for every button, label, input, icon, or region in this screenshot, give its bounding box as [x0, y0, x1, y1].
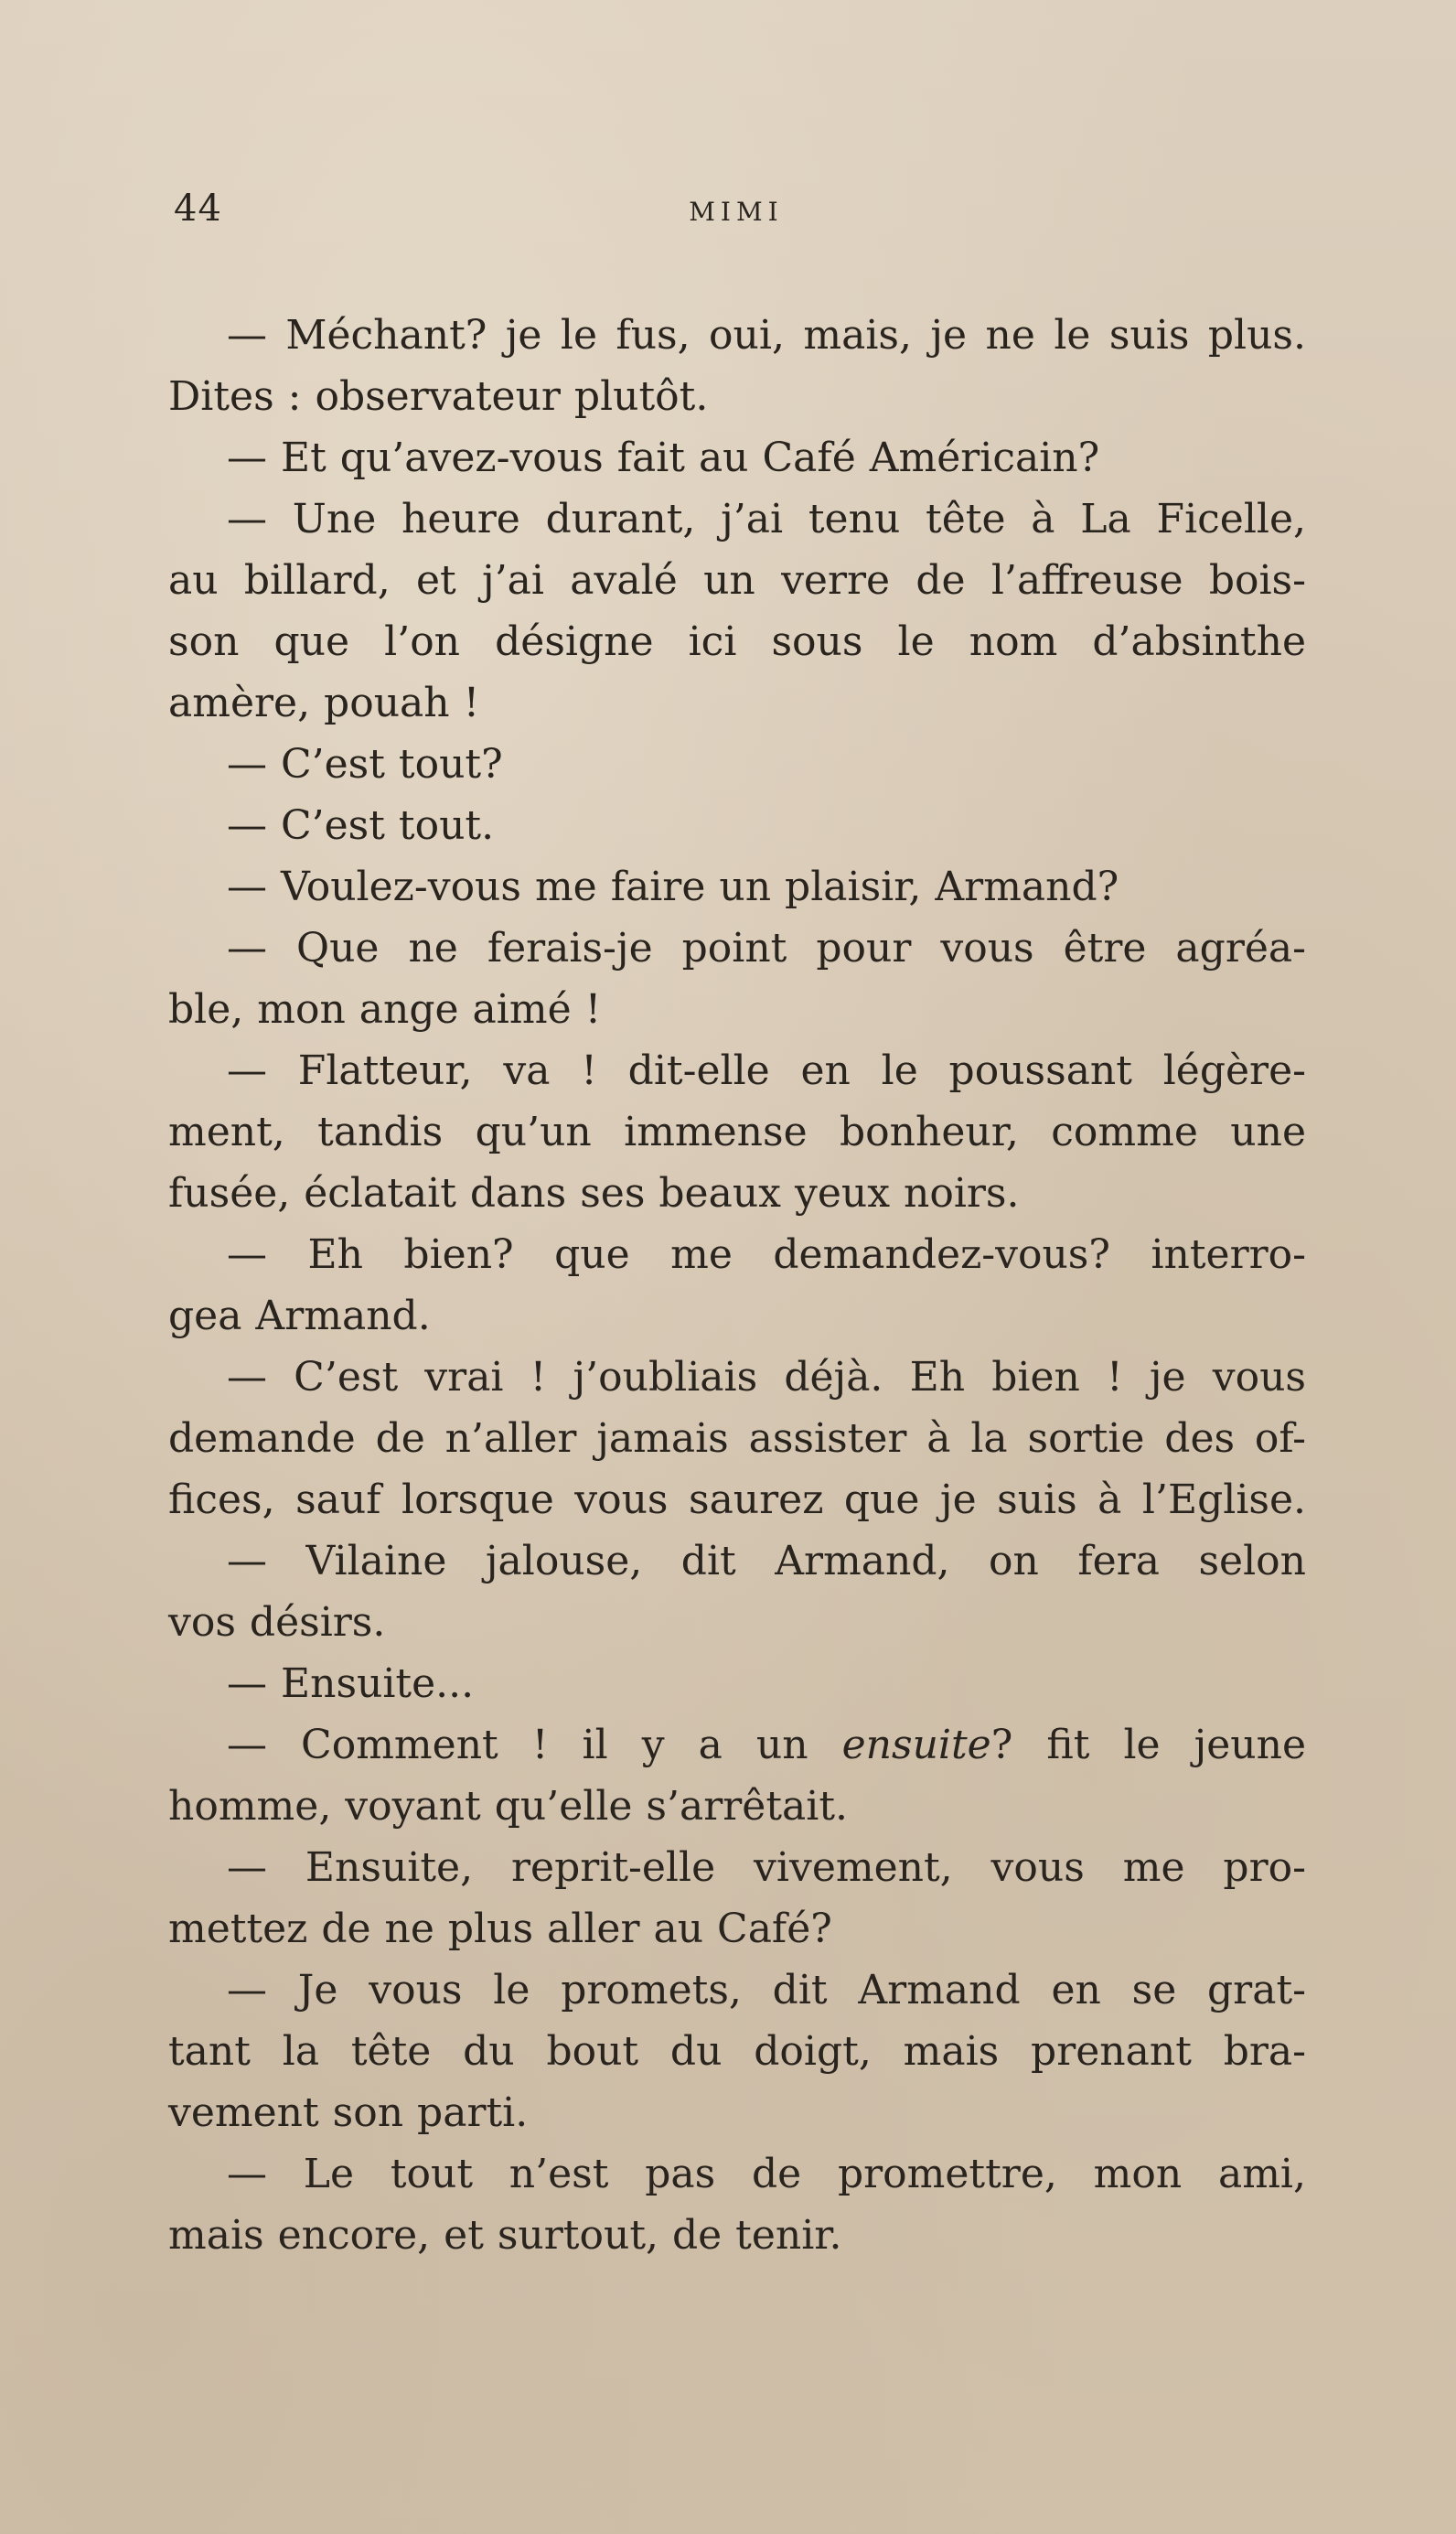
text-line: [168, 1776, 1306, 1837]
text-line: [168, 1163, 1306, 1224]
text-line: [168, 672, 1306, 734]
text-line: [168, 856, 1306, 918]
text-segment: mettez de ne plus aller au Café?: [168, 1906, 832, 1952]
text-segment: amère, pouah !: [168, 680, 480, 726]
text-line: [168, 1101, 1306, 1163]
text-line: [168, 1837, 1306, 1898]
text-segment: fices, sauf lorsque vous saurez que je suis à l’Eglise.: [168, 1476, 1306, 1523]
running-title: MIMI: [689, 197, 784, 227]
text-line: [168, 1653, 1306, 1714]
text-segment: — Le tout n’est pas de promettre, mon ami,: [227, 2151, 1306, 2197]
text-segment: vos désirs.: [168, 1599, 386, 1646]
text-line: [168, 2021, 1306, 2082]
text-segment: tant la tête du bout du doigt, mais prenant bra-: [168, 2028, 1306, 2075]
text-line: [168, 1408, 1306, 1469]
text-segment: Dites : observateur plutôt.: [168, 373, 709, 420]
text-line: [168, 1224, 1306, 1285]
text-segment: fusée, éclatait dans ses beaux yeux noirs.: [168, 1170, 1020, 1217]
text-line: [168, 1714, 1306, 1776]
text-line: [168, 2143, 1306, 2205]
text-line: [168, 1040, 1306, 1101]
text-segment: ? fit le jeune: [990, 1722, 1306, 1768]
text-segment: ment, tandis qu’un immense bonheur, comme une: [168, 1109, 1306, 1155]
text-segment: au billard, et j’ai avalé un verre de l’affreuse bois-: [168, 557, 1306, 604]
text-segment: — C’est tout?: [227, 741, 503, 788]
page-number: 44: [174, 188, 222, 230]
text-line: [168, 489, 1306, 550]
text-segment: mais encore, et surtout, de tenir.: [168, 2212, 842, 2259]
page-header: [174, 188, 1299, 242]
text-segment: — Méchant? je le fus, oui, mais, je ne le suis plus.: [227, 312, 1306, 359]
text-line: [168, 550, 1306, 611]
text-segment: — Eh bien? que me demandez-vous? interro-: [227, 1231, 1306, 1278]
text-segment: ble, mon ange aimé !: [168, 986, 602, 1033]
text-segment: — Une heure durant, j’ai tenu tête à La Ficelle,: [227, 496, 1306, 542]
text-segment: homme, voyant qu’elle s’arrêtait.: [168, 1783, 848, 1830]
text-segment: — C’est vrai ! j’oubliais déjà. Eh bien ! je vous: [227, 1354, 1306, 1401]
text-line: [168, 1960, 1306, 2021]
body-text: [168, 305, 1306, 2266]
text-line: [168, 427, 1306, 489]
text-segment: — Ensuite, reprit-elle vivement, vous me pro-: [227, 1844, 1306, 1891]
text-segment: — Comment ! il y a un: [227, 1722, 842, 1768]
text-line: [168, 305, 1306, 366]
text-line: [168, 1469, 1306, 1530]
text-segment: — Ensuite...: [227, 1660, 475, 1707]
text-line: [168, 795, 1306, 856]
italic-word: ensuite: [841, 1722, 991, 1768]
text-line: [168, 1285, 1306, 1347]
text-segment: demande de n’aller jamais assister à la sortie des of-: [168, 1415, 1306, 1462]
text-segment: — Je vous le promets, dit Armand en se grat-: [227, 1967, 1306, 2013]
text-line: [168, 1347, 1306, 1408]
text-line: [168, 611, 1306, 672]
text-segment: — C’est tout.: [227, 802, 495, 849]
text-segment: gea Armand.: [168, 1293, 431, 1339]
text-segment: — Vilaine jalouse, dit Armand, on fera selon: [227, 1538, 1306, 1584]
text-line: [168, 1592, 1306, 1653]
text-line: [168, 2205, 1306, 2266]
text-segment: vement son parti.: [168, 2089, 529, 2136]
text-line: [168, 366, 1306, 427]
text-line: [168, 1898, 1306, 1960]
text-segment: son que l’on désigne ici sous le nom d’absinthe: [168, 618, 1306, 665]
text-line: [168, 734, 1306, 795]
text-line: [168, 2082, 1306, 2143]
text-segment: — Et qu’avez-vous fait au Café Américain?: [227, 435, 1100, 481]
text-line: [168, 1530, 1306, 1592]
text-segment: — Que ne ferais-je point pour vous être agréa-: [227, 925, 1306, 972]
text-line: [168, 918, 1306, 979]
text-line: [168, 979, 1306, 1040]
text-segment: — Flatteur, va ! dit-elle en le poussant légère-: [227, 1047, 1306, 1094]
text-segment: — Voulez-vous me faire un plaisir, Armand?: [227, 864, 1119, 910]
